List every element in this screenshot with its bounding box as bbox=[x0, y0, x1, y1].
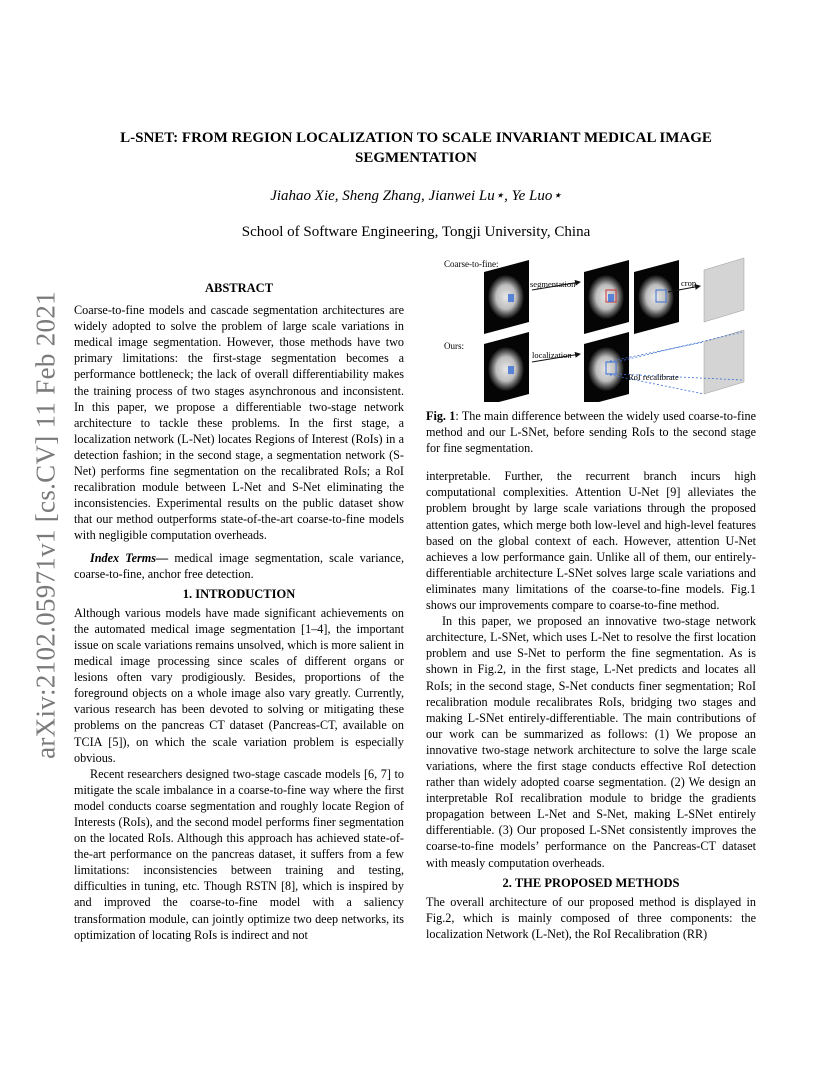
ct-slice-bottom-1 bbox=[484, 332, 529, 402]
right-paragraph-1: interpretable. Further, the recurrent branch incurs high computational complexities. Attention U-Net [9] alleviates the problem brought by large scale variations through the proposed attention gates, which merge both low-level and high-level features based on the global context of each. However, attention U-Net achieves a low performance gain. Unlike all of them, our entirely-differentiable architecture L-SNet solves large scale variations and eliminates many limitations of the coarse-to-fine models. Fig.1 shows our improvements compare to coarse-to-fine method. bbox=[426, 469, 756, 613]
index-terms-label: Index Terms— bbox=[90, 550, 169, 565]
index-terms-text: medical image segmentation, scale variance, coarse-to-fine, anchor free detection. bbox=[74, 550, 404, 581]
right-column bbox=[426, 408, 756, 942]
crop-patch-top bbox=[704, 258, 744, 322]
intro-heading: 1. INTRODUCTION bbox=[182, 586, 296, 601]
ct-slice-bottom-2 bbox=[584, 332, 629, 402]
paper-title: L-SNET: FROM REGION LOCALIZATION TO SCALE INVARIANT MEDICAL IMAGE SEGMENTATION bbox=[120, 130, 712, 166]
arxiv-stamp: arXiv:2102.05971v1 [cs.CV] 11 Feb 2021 bbox=[30, 291, 61, 759]
ct-slice-top-2 bbox=[584, 260, 629, 334]
fig-arrow-recalibrate: RoI recalibrate bbox=[628, 372, 679, 382]
left-column bbox=[74, 280, 404, 943]
abstract-text: Coarse-to-fine models and cascade segmentation architectures are widely adopted to solve the problem of large scale variations in medical image segmentation. However, those methods have two primary limitations: the first-stage segmentation becomes a performance bottleneck; the lack of overall differentiability makes the training process of two stages asynchronous and inconsistent. In this paper, we propose a differentiable two-stage network architecture to tackle these problems. In the first stage, a localization network (L-Net) locates Regions of Interest (RoIs) in a detection fashion; in the second stage, a segmentation network (S-Net) performs fine segmentation on the recalibrated RoIs; a RoI recalibration module between L-Net and S-Net eliminating the inconsistencies. Experimental results on the public dataset show that our method outperforms state-of-the-art coarse-to-fine models with negligible computation overheads. bbox=[74, 303, 404, 543]
figure-caption bbox=[426, 408, 756, 456]
right-paragraph-2: In this paper, we proposed an innovative two-stage network architecture, L-SNet, which uses L-Net to resolve the first location problem and use S-Net to perform the fine segmentation. As is shown in Fig.2, in the first stage, L-Net predicts and locates all RoIs; in the second stage, S-Net conducts finer segmentation; RoI recalibration module recalibrates RoIs, bridging two stages and making L-SNet entirely-differentiable. The main contributions of our work can be summarized as follows: (1) We propose an innovative two-stage network architecture to solve the large scale variations, where the first stage conducts effective RoI detection rather than widely adopted coarse segmentation. (2) We design an interpretable RoI recalibration module to bridge the gradients propagation between L-Net and S-Net, making L-SNet entirely differentiable. (3) Our proposed L-SNet consistently improves the coarse-to-fine models’ performance on the Pancreas-CT dataset with measly computation overheads. bbox=[426, 614, 756, 870]
paper-affiliation: School of Software Engineering, Tongji University, China bbox=[241, 224, 591, 240]
figure-caption-label: Fig. 1 bbox=[426, 409, 456, 423]
ct-slice-top-1 bbox=[484, 260, 529, 334]
methods-heading: 2. THE PROPOSED METHODS bbox=[502, 875, 680, 890]
fig-label-bottom: Ours: bbox=[444, 341, 464, 351]
index-terms bbox=[74, 550, 404, 582]
intro-paragraph-2: Recent researchers designed two-stage cascade models [6, 7] to mitigate the scale imbalance in a coarse-to-fine way where the first model conducts coarse segmentation and roughly locate Region of Interests (RoIs), and the second model performs finer segmentation on the located RoIs. Although this approach has achieved state-of-the-art performance on the pancreas dataset, it suffers from a few limitations: inconsistencies between training and testing, difficulties in tuning, etc. Though RSTN [8], which is inspired by and improved the coarse-to-fine model with a saliency transformation module, can jointly optimize two deep networks, its optimization of locating RoIs is indirect and not bbox=[74, 766, 404, 942]
fig-arrow-localization: localization bbox=[532, 350, 572, 360]
ct-slice-top-3 bbox=[634, 260, 679, 334]
fig-arrow-segmentation: segmentation bbox=[530, 279, 576, 289]
fig-label-top: Coarse-to-fine: bbox=[444, 259, 499, 269]
paper-authors: Jiahao Xie, Sheng Zhang, Jianwei Lu⋆, Ye Luo⋆ bbox=[270, 188, 562, 204]
abstract-heading: ABSTRACT bbox=[204, 281, 274, 295]
intro-paragraph-1: Although various models have made significant achievements on the automated medical image segmentation [1–4], the important issue on scale variations remains unsolved, which is more salient in medical image processing since scales of different organs or lesions often vary prodigiously. Besides, proportions of the foreground objects on a whole image also vary greatly. Currently, various research has been devoted to solving or mitigating these problems on the pancreas CT dataset (Pancreas-CT, available on TCIA [5]), on which the scale variation problem is especially obvious. bbox=[74, 605, 404, 765]
figure-caption-text: : The main difference between the widely used coarse-to-fine method and our L-SNet, before sending RoIs to the second stage for fine segmentation. bbox=[426, 409, 756, 456]
methods-paragraph-1: The overall architecture of our proposed method is displayed in Fig.2, which is mainly composed of three components: the localization Network (L-Net), the RoI Recalibration (RR) bbox=[426, 894, 756, 941]
figure-1 bbox=[426, 252, 756, 402]
fig-arrow-crop: crop bbox=[681, 278, 697, 288]
